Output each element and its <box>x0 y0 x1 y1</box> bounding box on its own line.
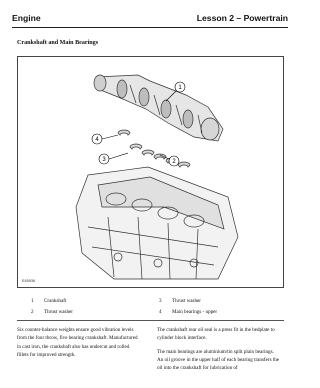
exploded-view-drawing <box>18 57 285 289</box>
body-paragraph: The crankshaft rear oil seal is a press fit in the bedplate to cylinder block interface. <box>157 327 275 342</box>
cylinder-block-drawing <box>76 167 238 279</box>
legend-number: 3 <box>159 298 162 304</box>
legend-number: 2 <box>31 309 34 315</box>
section-heading: Crankshaft and Main Bearings <box>17 40 99 46</box>
page-header <box>12 11 288 25</box>
crankshaft-drawing <box>94 75 223 144</box>
callout-4: 4 <box>95 137 99 144</box>
legend-divider <box>17 320 284 321</box>
callout-2: 2 <box>172 159 176 166</box>
legend-number: 4 <box>159 309 162 315</box>
header-section-title: Engine <box>12 13 41 23</box>
crankshaft-illustration <box>17 56 284 288</box>
body-paragraph: Six counter-balance weights ensure good vibration levels from the four throw, five bearing crankshaft. Manufactured in cast iron, the crankshaft also has undercut and rolled fillets for improved strength. <box>17 327 138 358</box>
body-column-left <box>17 326 141 364</box>
callout-1: 1 <box>178 85 182 92</box>
legend-label: Crankshaft <box>44 298 67 304</box>
body-column-right <box>157 326 281 377</box>
legend-number: 1 <box>31 298 34 304</box>
callout-3: 3 <box>102 157 106 164</box>
header-divider <box>12 27 288 28</box>
legend-label: Main bearings - upper <box>172 309 218 315</box>
figure-code: E45936 <box>22 279 36 283</box>
legend-label: Thrust washer <box>172 298 201 304</box>
legend-label: Thrust washer <box>44 309 73 315</box>
body-paragraph: The main bearings are aluminium/tin split plain bearings. An oil groove in the upper half of each bearing transfers the oil into the crankshaft for lubrication of <box>157 348 280 372</box>
header-lesson-title: Lesson 2 – Powertrain <box>196 13 288 23</box>
